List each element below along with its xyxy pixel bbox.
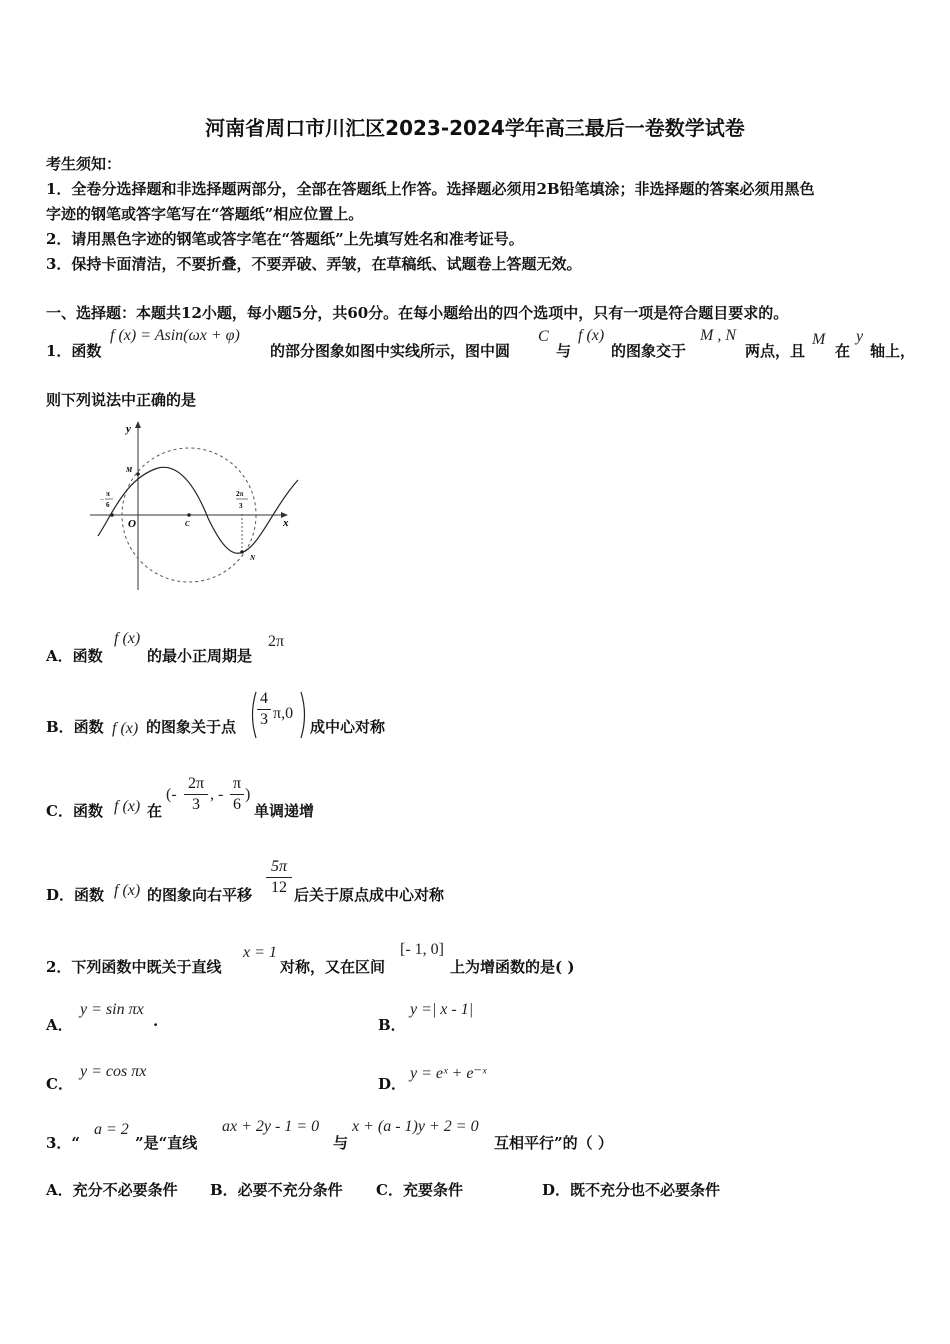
q1-c-den2: 6 [233, 796, 241, 813]
q3-text-2: ”是“直线 [135, 1134, 198, 1152]
point-c [187, 513, 191, 517]
x-label: x [283, 517, 289, 529]
q1-b-text: 的图象关于点 [146, 718, 237, 736]
q1-c-text: 在 [147, 802, 163, 820]
q1-b-tail: 成中心对称 [310, 718, 386, 736]
q2-c-label: C． [46, 1075, 73, 1093]
q1-y: y [856, 328, 864, 345]
two-pi-num: 2π [236, 490, 244, 498]
q1-c-mid: , - [210, 786, 224, 803]
q3-option-b[interactable]: B．必要不充分条件 [210, 1181, 343, 1199]
q1-text-6: 在 [835, 342, 851, 360]
q1-a-value: 2π [268, 633, 285, 650]
notice-item-1: 1．全卷分选择题和非选择题两部分，全部在答题纸上作答。选择题必须用2B铅笔填涂；非选择题的答案必须用黑色 [46, 180, 815, 198]
q2-interval: [- 1, 0] [400, 941, 444, 958]
q1-function-formula: f (x) = Asin(ωx + φ) [110, 327, 240, 344]
q1-b-num: 4 [260, 690, 268, 707]
q3-option-d[interactable]: D．既不充分也不必要条件 [542, 1181, 721, 1199]
q1-c-num2: π [232, 775, 242, 792]
notice-item-3: 3．保持卡面清洁，不要折叠，不要弄破、弄皱，在草稿纸、试题卷上答题无效。 [46, 255, 582, 273]
page-title: 河南省周口市川汇区2023-2024学年高三最后一卷数学试卷 [205, 116, 745, 140]
q2-b-label: B． [378, 1016, 406, 1034]
notice-item-2: 2．请用黑色字迹的钢笔或答字笔在“答题纸”上先填写姓名和准考证号。 [46, 230, 524, 248]
q1-b-den: 3 [260, 711, 268, 728]
q1-text-7: 轴上， [870, 342, 916, 360]
q1-d-den: 12 [271, 879, 287, 896]
q1-b-label: B．函数 [46, 718, 104, 736]
q1-b-rest: π,0 [273, 705, 294, 722]
y-label: y [126, 423, 131, 435]
m-label: M [126, 466, 133, 474]
q1-text-3: 与 [556, 342, 572, 360]
neg-pi-num: π [106, 490, 110, 498]
q2-text-3: 上为增函数的是( ) [450, 958, 575, 976]
point-neg-pi-6 [110, 513, 114, 517]
n-label: N [250, 554, 256, 562]
q2-line-eq: x = 1 [243, 944, 277, 961]
q1-b-right-paren [299, 690, 309, 740]
c-label: C [185, 520, 190, 528]
q1-d-fx: f (x) [114, 882, 141, 899]
point-m [136, 472, 140, 476]
q1-c-tail: 单调递增 [254, 802, 315, 820]
q2-prefix: 2．下列函数中既关于直线 [46, 958, 222, 976]
q1-d-num: 5π [270, 858, 287, 875]
q1-c-label: C．函数 [46, 802, 103, 820]
q1-c-lp: (- [166, 786, 177, 803]
q1-c-num1: 2π [187, 775, 205, 792]
q1-line-2: 则下列说法中正确的是 [46, 391, 197, 409]
q1-text-2: 的部分图象如图中实线所示，图中圆 [270, 342, 511, 360]
q1-graph [88, 418, 303, 596]
q1-mn: M , N [700, 327, 736, 344]
q1-c-den1: 3 [192, 796, 200, 813]
q3-line-1: ax + 2y - 1 = 0 [222, 1118, 320, 1135]
q1-d-fraction [266, 858, 292, 897]
neg-sign: − [100, 496, 104, 504]
q2-d-value: y = eˣ + e⁻ˣ [410, 1065, 487, 1082]
q1-a-text: 的最小正周期是 [147, 647, 253, 665]
q1-c-fx: f (x) [114, 798, 141, 815]
q2-text-2: 对称，又在区间 [280, 958, 386, 976]
q1-c-rp: ) [245, 786, 251, 803]
q2-a-label: A． [46, 1016, 73, 1034]
y-axis-arrow [135, 421, 141, 428]
q3-line-2: x + (a - 1)y + 2 = 0 [352, 1118, 479, 1135]
sine-curve [98, 467, 298, 553]
q3-option-a[interactable]: A．充分不必要条件 [46, 1181, 178, 1199]
q1-d-tail: 后关于原点成中心对称 [294, 886, 445, 904]
q1-m: M [812, 331, 826, 348]
q3-condition: a = 2 [94, 1121, 129, 1138]
q1-a-fx: f (x) [114, 630, 141, 647]
q1-b-fraction [257, 690, 271, 729]
q1-text-4: 的图象交于 [611, 342, 687, 360]
notice-item-1-cont: 字迹的钢笔或答字笔写在“答题纸”相应位置上。 [46, 205, 364, 223]
q1-d-label: D．函数 [46, 886, 105, 904]
q1-b-fx: f (x) [112, 720, 139, 737]
q2-d-label: D． [378, 1075, 407, 1093]
q1-d-text: 的图象向右平移 [147, 886, 253, 904]
q3-text-4: 互相平行”的（ ） [494, 1134, 613, 1152]
point-n [240, 550, 244, 554]
q1-c-fraction-2 [230, 775, 244, 814]
notice-heading: 考生须知： [46, 155, 122, 173]
q1-c-fraction-1 [184, 775, 208, 814]
q1-prefix: 1．函数 [46, 342, 102, 360]
q3-prefix: 3．“ [46, 1134, 81, 1152]
q1-a-label: A．函数 [46, 647, 103, 665]
q2-a-value: y = sin πx [80, 1001, 144, 1018]
q2-a-dot: . [153, 1012, 159, 1030]
q1-circle-c: C [538, 328, 549, 345]
q2-b-value: y =| x - 1| [410, 1001, 474, 1018]
two-pi-den: 3 [239, 502, 243, 510]
q3-text-3: 与 [333, 1134, 349, 1152]
neg-pi-den: 6 [106, 501, 110, 509]
origin-label: O [128, 518, 136, 530]
q1-fx: f (x) [578, 327, 605, 344]
q1-text-5: 两点，且 [745, 342, 806, 360]
section-heading: 一、选择题：本题共12小题，每小题5分，共60分。在每小题给出的四个选项中，只有一项是符合题目要求的。 [46, 304, 789, 322]
q3-option-c[interactable]: C．充要条件 [376, 1181, 463, 1199]
q2-c-value: y = cos πx [80, 1063, 147, 1080]
